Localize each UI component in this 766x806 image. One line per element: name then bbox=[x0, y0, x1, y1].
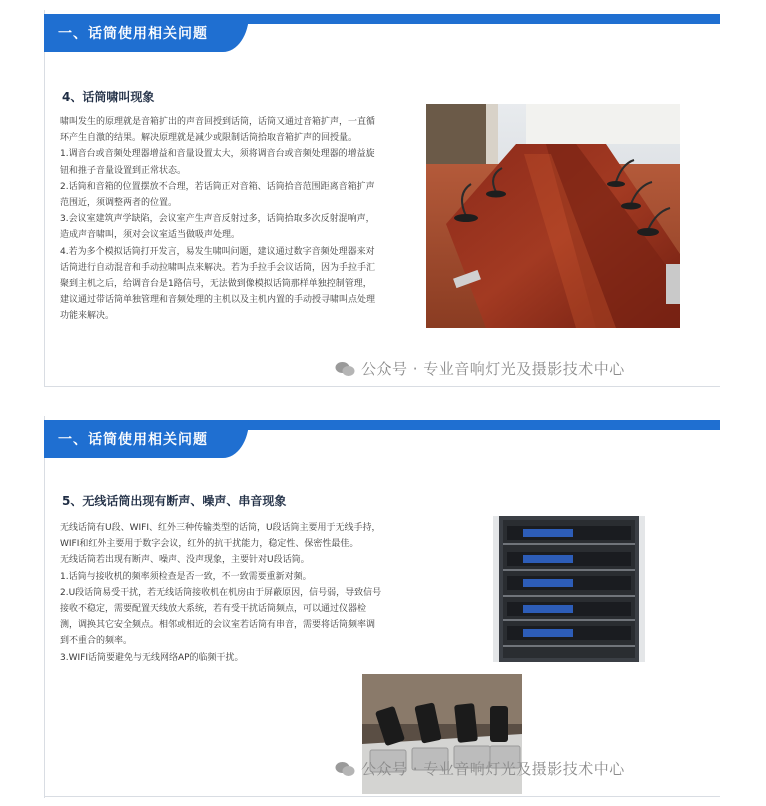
wechat-icon bbox=[335, 761, 355, 777]
paragraph: 1.话筒与接收机的频率须检查是否一致，不一致需要重新对频。 bbox=[60, 571, 312, 582]
paragraph: 啸叫发生的原理就是音箱扩出的声音回授到话筒，话筒又通过音箱扩声，一直循环产生自激的结果。解决原理就是减少或限制话筒拾取音箱扩声的回授量。 bbox=[60, 117, 376, 144]
section-microphone-howling bbox=[0, 0, 766, 395]
paragraph: 无线话筒若出现有断声、噪声、没声现象，主要针对U段话筒。 bbox=[60, 555, 310, 566]
watermark bbox=[335, 358, 625, 379]
paragraph: 3.WIFI话筒要避免与无线网络AP的临频干扰。 bbox=[60, 652, 244, 663]
subtitle-wireless: 5、无线话筒出现有断声、噪声、串音现象 bbox=[62, 494, 287, 508]
watermark-text: 公众号 · 专业音响灯光及摄影技术中心 bbox=[361, 760, 625, 778]
section-divider bbox=[44, 796, 720, 797]
paragraph: 无线话筒有U段、WIFI、红外三种传输类型的话筒，U段话筒主要用于无线手持，WIFI和红外主要用于数字会议，红外的抗干扰能力，稳定性、保密性最佳。 bbox=[60, 523, 381, 550]
section-banner bbox=[44, 420, 720, 458]
section-divider bbox=[44, 386, 720, 387]
conference-room-photo bbox=[426, 104, 680, 328]
body-text bbox=[60, 114, 378, 325]
receiver-rack-photo bbox=[493, 516, 645, 662]
paragraph: 2.话筒和音箱的位置摆放不合理，若话筒正对音箱、话筒拾音范围距离音箱扩声范围近，须调整两者的位置。 bbox=[60, 181, 375, 209]
section-banner bbox=[44, 14, 720, 52]
subtitle-howling: 4、话筒啸叫现象 bbox=[62, 90, 155, 104]
watermark-text: 公众号 · 专业音响灯光及摄影技术中心 bbox=[361, 360, 625, 378]
paragraph: 4.若为多个模拟话筒打开发言，易发生啸叫问题，建议通过数字音频处理器来对话筒进行自动混音和手动拉啸叫点来解决。若为手拉手会议话筒，因为手拉手汇聚到主机之后，给调音台是1路信号，无法做到像模拟话筒那样单独控制管理，建议通过带话筒单独管理和音频处理的主机以及主机内置的手动授寻啸叫点处理功能来解决。 bbox=[60, 246, 376, 322]
watermark bbox=[335, 758, 625, 779]
body-text bbox=[60, 520, 382, 666]
paragraph: 1.调音台或音频处理器增益和音量设置太大，须将调音台或音频处理器的增益旋钮和推子音量设置到正常状态。 bbox=[60, 149, 375, 176]
banner-title: 一、话筒使用相关问题 bbox=[58, 26, 208, 42]
section-wireless-microphone bbox=[0, 406, 766, 806]
banner-title: 一、话筒使用相关问题 bbox=[58, 432, 208, 448]
paragraph: 2.U段话筒易受干扰，若无线话筒接收机在机房由于屏蔽原因，信号弱，导致信号接收不稳定，需要配置天线放大系统，若有受干扰话筒频点，可以通过仪器检测，调换其它安全频点。相邻或相近的会议室若话筒有串音，需要将话筒频率调到不重合的频率。 bbox=[60, 587, 382, 647]
paragraph: 3.会议室建筑声学缺陷，会议室产生声音反射过多，话筒拾取多次反射混响声，造成声音啸叫，须对会议室适当做吸声处理。 bbox=[60, 214, 375, 241]
wechat-icon bbox=[335, 361, 355, 377]
